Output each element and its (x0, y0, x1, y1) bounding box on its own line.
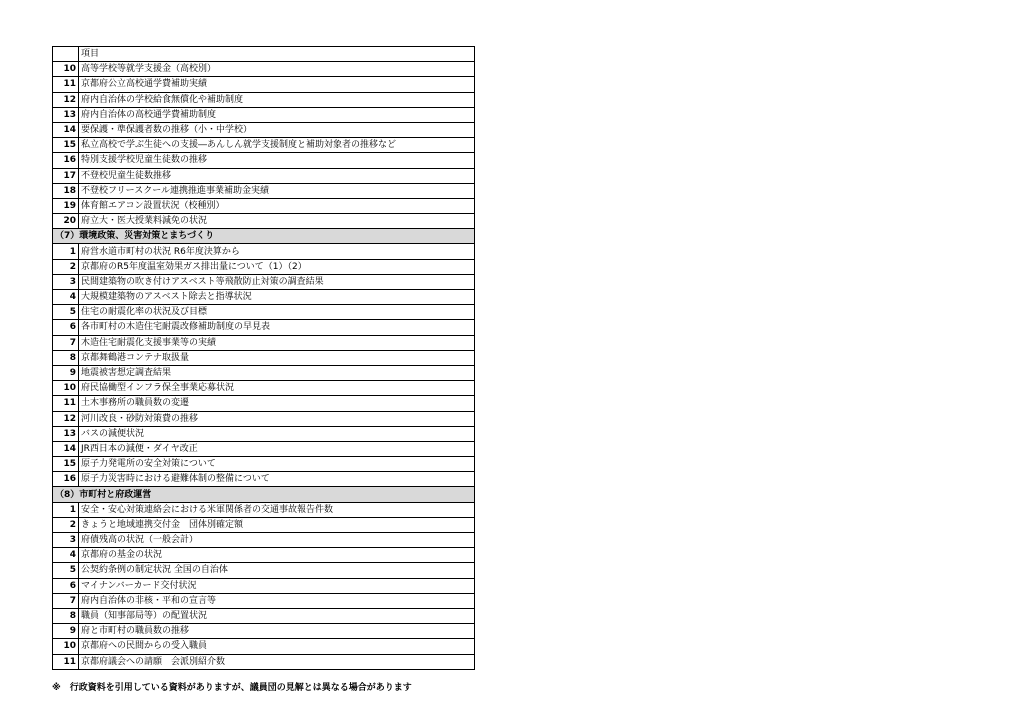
table-row (53, 457, 475, 472)
table-row (53, 168, 475, 183)
item-number: 1 (53, 244, 79, 259)
item-number: 9 (53, 624, 79, 639)
item-title: 府債残高の状況（一般会計） (79, 533, 475, 548)
table-row (53, 214, 475, 229)
item-title: 原子力発電所の安全対策について (79, 457, 475, 472)
table-row (53, 122, 475, 137)
item-title: 京都舞鶴港コンテナ取扱量 (79, 350, 475, 365)
table-row (53, 153, 475, 168)
item-title: 公契約条例の制定状況 全国の自治体 (79, 563, 475, 578)
item-number: 17 (53, 168, 79, 183)
item-title: 住宅の耐震化率の状況及び目標 (79, 305, 475, 320)
item-title: 不登校児童生徒数推移 (79, 168, 475, 183)
item-number: 4 (53, 290, 79, 305)
table-row (53, 441, 475, 456)
item-title: 私立高校で学ぶ生徒への支援―あんしん就学支援制度と補助対象者の推移など (79, 138, 475, 153)
item-title: 府立大・医大授業料減免の状況 (79, 214, 475, 229)
item-title: 安全・安心対策連絡会における米軍関係者の交通事故報告件数 (79, 502, 475, 517)
items-table (52, 46, 475, 670)
item-number: 4 (53, 548, 79, 563)
item-title: 要保護・準保護者数の推移（小・中学校） (79, 122, 475, 137)
section-title: （7）環境政策、災害対策とまちづくり (53, 229, 475, 244)
table-row (53, 244, 475, 259)
section-header-row (53, 229, 475, 244)
table-row (53, 396, 475, 411)
item-number: 5 (53, 563, 79, 578)
item-title: 京都府議会への請願 会派別紹介数 (79, 654, 475, 669)
item-title: 京都府への民間からの受入職員 (79, 639, 475, 654)
table-row (53, 92, 475, 107)
item-title: 府営水道市町村の状況 R6年度決算から (79, 244, 475, 259)
table-row (53, 320, 475, 335)
table-row (53, 533, 475, 548)
item-number: 8 (53, 608, 79, 623)
item-title: 土木事務所の職員数の変遷 (79, 396, 475, 411)
item-number: 3 (53, 533, 79, 548)
table-row (53, 274, 475, 289)
item-number: 6 (53, 320, 79, 335)
item-number: 8 (53, 350, 79, 365)
table-row (53, 290, 475, 305)
item-number: 13 (53, 107, 79, 122)
table-row (53, 608, 475, 623)
item-number: 15 (53, 138, 79, 153)
item-title: 京都府公立高校通学費補助実績 (79, 77, 475, 92)
item-number: 2 (53, 517, 79, 532)
table-row (53, 411, 475, 426)
item-number: 12 (53, 92, 79, 107)
item-title: 河川改良・砂防対策費の推移 (79, 411, 475, 426)
item-title: 京都府の基金の状況 (79, 548, 475, 563)
table-row (53, 381, 475, 396)
table-row (53, 654, 475, 669)
table-row (53, 183, 475, 198)
item-title: 京都府のR5年度温室効果ガス排出量について（1）（2） (79, 259, 475, 274)
item-title: 高等学校等就学支援金（高校別） (79, 62, 475, 77)
item-title: 大規模建築物のアスベスト除去と指導状況 (79, 290, 475, 305)
item-number: 15 (53, 457, 79, 472)
item-number: 3 (53, 274, 79, 289)
section-title: （8）市町村と府政運営 (53, 487, 475, 502)
item-title: 地震被害想定調査結果 (79, 365, 475, 380)
table-row (53, 62, 475, 77)
item-number: 5 (53, 305, 79, 320)
item-number: 13 (53, 426, 79, 441)
table-row (53, 563, 475, 578)
table-row (53, 472, 475, 487)
item-number: 10 (53, 639, 79, 654)
item-title: 特別支援学校児童生徒数の推移 (79, 153, 475, 168)
table-row (53, 593, 475, 608)
item-title: 府内自治体の学校給食無償化や補助制度 (79, 92, 475, 107)
table-row (53, 426, 475, 441)
footnote: ※ 行政資料を引用している資料がありますが、議員団の見解とは異なる場合があります (52, 683, 412, 693)
item-number: 20 (53, 214, 79, 229)
table-row (53, 198, 475, 213)
item-title: 不登校フリースクール連携推進事業補助金実績 (79, 183, 475, 198)
table-row (53, 502, 475, 517)
item-number: 11 (53, 77, 79, 92)
item-number: 10 (53, 381, 79, 396)
item-title: 原子力災害時における避難体制の整備について (79, 472, 475, 487)
item-number: 2 (53, 259, 79, 274)
item-title: 木造住宅耐震化支援事業等の実績 (79, 335, 475, 350)
item-title: マイナンバーカード交付状況 (79, 578, 475, 593)
item-title: 各市町村の木造住宅耐震改修補助制度の早見表 (79, 320, 475, 335)
item-title: 府と市町村の職員数の推移 (79, 624, 475, 639)
item-title: JR西日本の減便・ダイヤ改正 (79, 441, 475, 456)
table-row (53, 107, 475, 122)
table-row (53, 365, 475, 380)
item-number: 7 (53, 335, 79, 350)
item-number: 1 (53, 502, 79, 517)
item-number: 16 (53, 472, 79, 487)
item-title: 府内自治体の高校通学費補助制度 (79, 107, 475, 122)
table-row (53, 548, 475, 563)
item-number: 10 (53, 62, 79, 77)
table-row (53, 77, 475, 92)
header-label: 項目 (79, 47, 475, 62)
item-number: 6 (53, 578, 79, 593)
item-number: 9 (53, 365, 79, 380)
item-title: 民間建築物の吹き付けアスベスト等飛散防止対策の調査結果 (79, 274, 475, 289)
table-row (53, 350, 475, 365)
item-title: きょうと地域連携交付金 団体別確定額 (79, 517, 475, 532)
table-row (53, 578, 475, 593)
table-row (53, 517, 475, 532)
item-title: 体育館エアコン設置状況（校種別） (79, 198, 475, 213)
item-number: 7 (53, 593, 79, 608)
table-row (53, 138, 475, 153)
item-number: 14 (53, 441, 79, 456)
item-number: 11 (53, 654, 79, 669)
item-title: 職員（知事部局等）の配置状況 (79, 608, 475, 623)
table-row (53, 639, 475, 654)
item-number: 19 (53, 198, 79, 213)
item-number: 16 (53, 153, 79, 168)
table-row (53, 305, 475, 320)
items-table-body (53, 47, 475, 670)
table-row (53, 335, 475, 350)
item-number: 11 (53, 396, 79, 411)
item-title: バスの減便状況 (79, 426, 475, 441)
table-row (53, 259, 475, 274)
item-title: 府民協働型インフラ保全事業応募状況 (79, 381, 475, 396)
header-num-cell (53, 47, 79, 62)
item-number: 12 (53, 411, 79, 426)
item-title: 府内自治体の非核・平和の宣言等 (79, 593, 475, 608)
item-number: 14 (53, 122, 79, 137)
section-header-row (53, 487, 475, 502)
table-row (53, 624, 475, 639)
header-row (53, 47, 475, 62)
item-number: 18 (53, 183, 79, 198)
